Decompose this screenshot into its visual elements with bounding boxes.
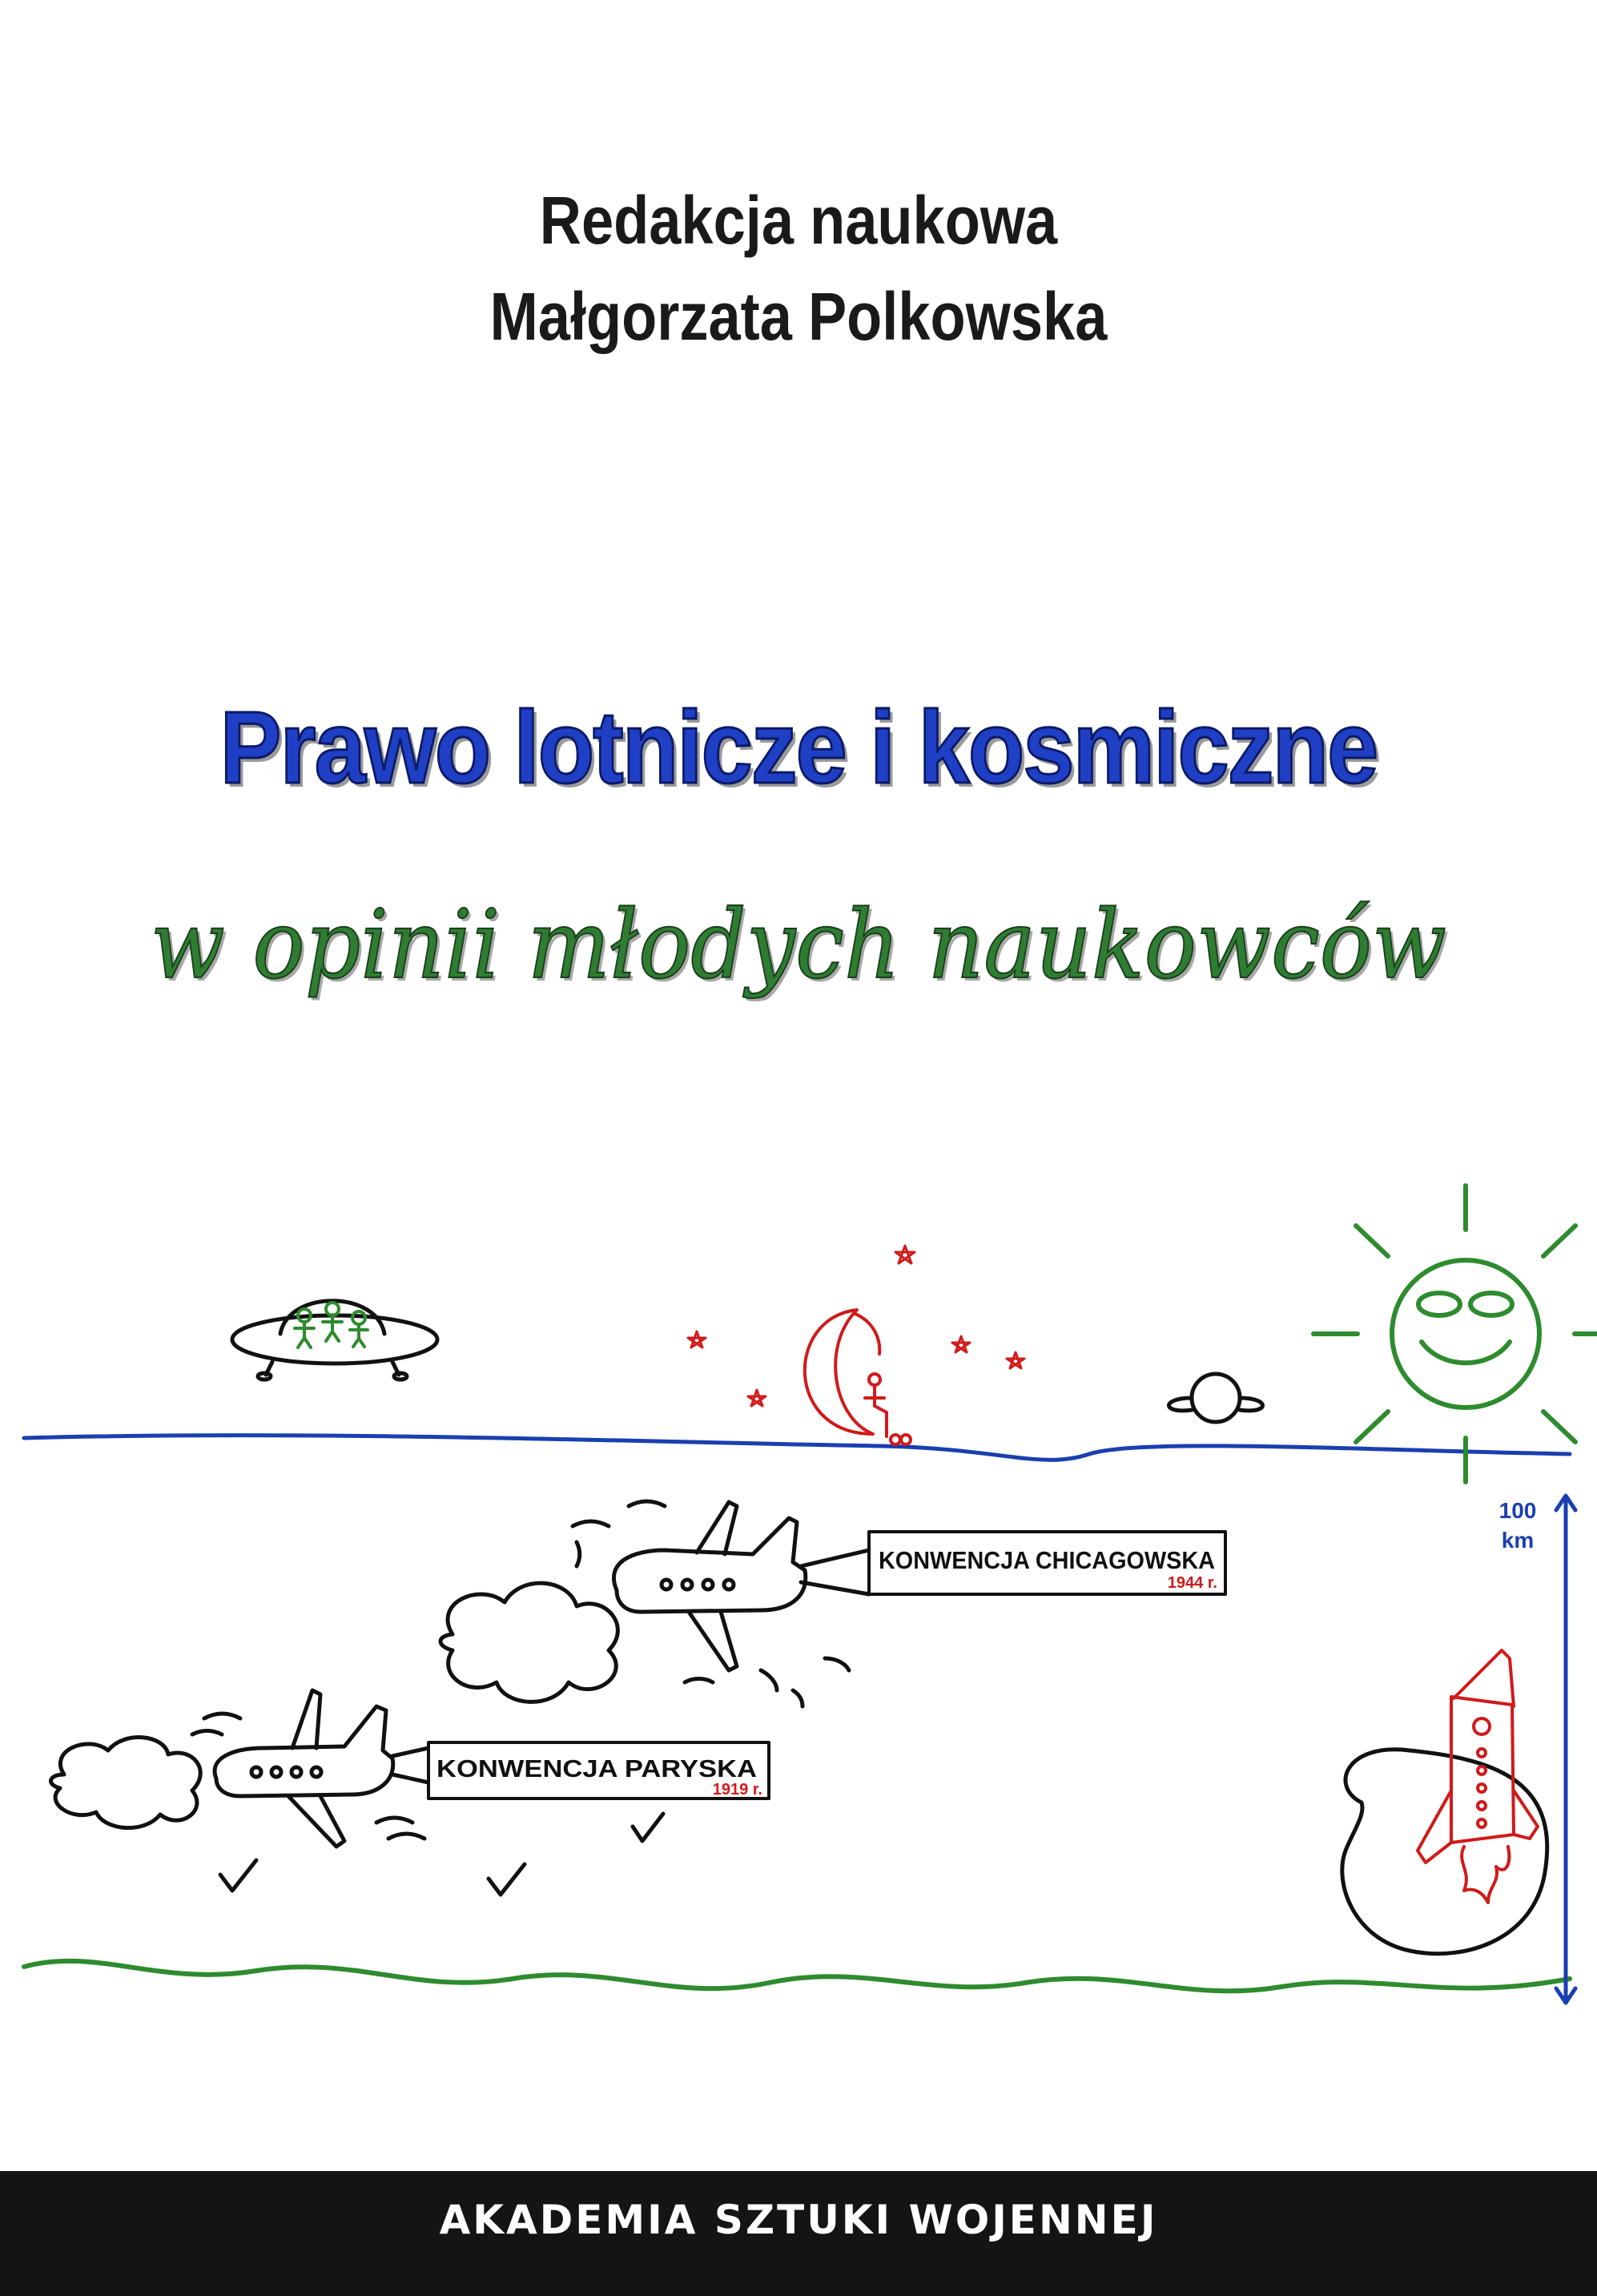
publisher-name: AKADEMIA SZTUKI WOJENNEJ	[439, 2197, 1158, 2243]
sun-icon	[1313, 1186, 1597, 1482]
horizon-line	[24, 1436, 1570, 1460]
altitude-unit: km	[1501, 1528, 1535, 1553]
ground-line	[24, 1961, 1570, 1991]
book-subtitle: w opinii młodych naukowców	[150, 889, 1447, 1000]
banner-paris-year: 1919 r.	[712, 1781, 762, 1799]
editor-label: Redakcja naukowa	[539, 183, 1058, 258]
editor-name: Małgorzata Polkowska	[489, 279, 1108, 354]
banner-paris-label: KONWENCJA PARYSKA	[436, 1754, 757, 1782]
cloud-icon	[440, 1583, 617, 1702]
altitude-value: 100	[1498, 1498, 1537, 1523]
moon-icon	[805, 1310, 911, 1444]
cloud-icon	[51, 1738, 201, 1828]
ufo-icon	[232, 1301, 437, 1380]
plane-upper-icon	[573, 1501, 869, 1706]
book-title: Prawo lotnicze i kosmiczne	[219, 691, 1378, 805]
rocket-icon	[1342, 1650, 1547, 1954]
banner-chicago-label: KONWENCJA CHICAGOWSKA	[879, 1546, 1215, 1574]
banner-chicago-year: 1944 r.	[1167, 1574, 1217, 1592]
stars-icon	[688, 1246, 1024, 1406]
planet-icon	[1169, 1374, 1263, 1422]
altitude-arrow	[1556, 1496, 1575, 2003]
